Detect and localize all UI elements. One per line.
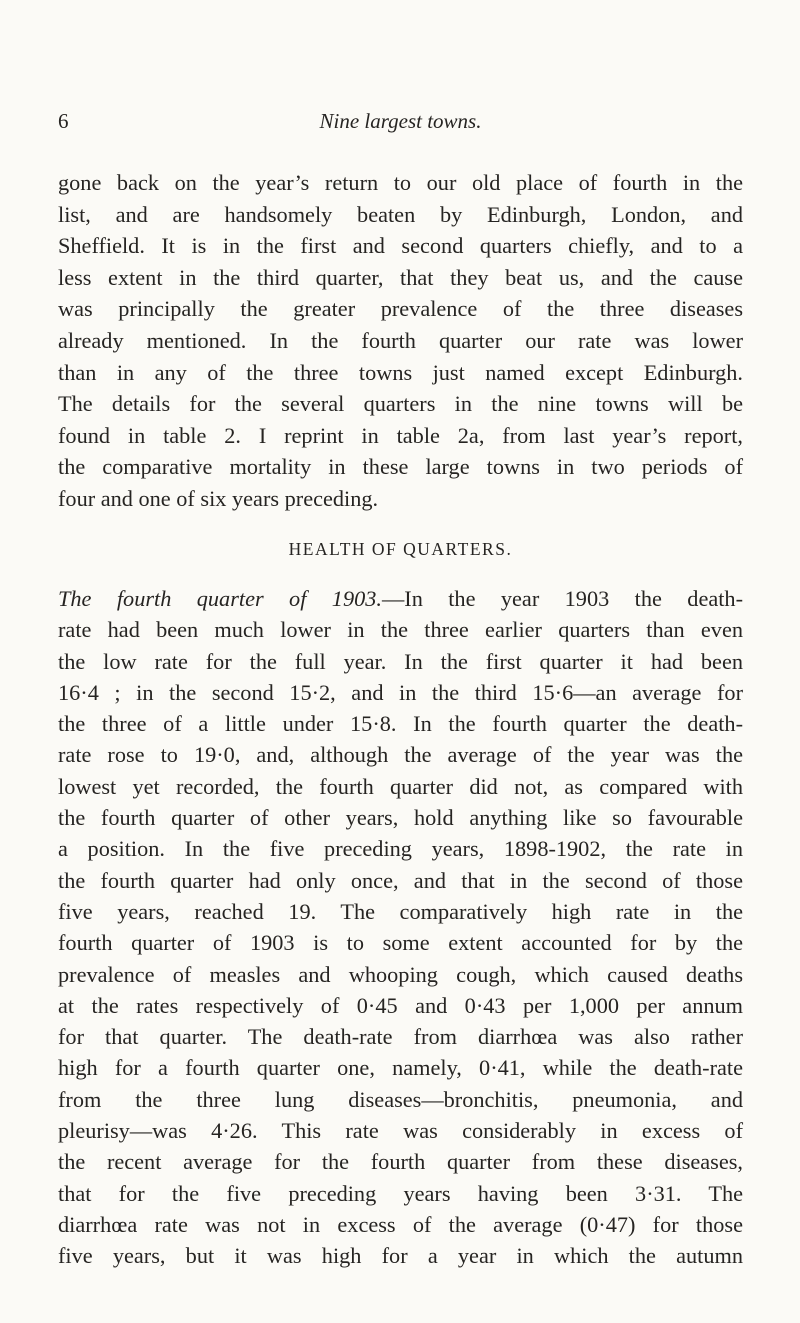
text-line: gone back on the year’s return to our old place of fourth in the	[58, 170, 743, 195]
paragraph-previous-section	[58, 167, 743, 515]
text-line: for that quarter. The death-rate from diarrhœa was also rather	[58, 1024, 743, 1050]
text-line: five years, but it was high for a year in which the autumn	[58, 1243, 743, 1269]
text-line: Sheffield. It is in the first and second quarters chiefly, and to a	[58, 233, 743, 259]
text-line: already mentioned. In the fourth quarter our rate was lower	[58, 327, 743, 353]
text-line: high for a fourth quarter one, namely, 0·41, while the death-rate	[58, 1055, 743, 1081]
text-line	[58, 583, 743, 614]
text-line: from the three lung diseases—bronchitis, pneumonia, and	[58, 1086, 743, 1112]
text-line: found in table 2. I reprint in table 2a, from last year’s report,	[58, 422, 743, 448]
text-line: the fourth quarter of other years, hold anything like so favourable	[58, 805, 743, 831]
text-line: rate rose to 19·0, and, although the average of the year was the	[58, 742, 743, 768]
text-line: four and one of six years preceding.	[58, 485, 379, 511]
text-line: the comparative mortality in these large towns in two periods of	[58, 454, 743, 480]
text-line: the three of a little under 15·8. In the fourth quarter the death-	[58, 711, 743, 737]
page-number: 6	[58, 109, 69, 133]
text-line: list, and are handsomely beaten by Edinburgh, London, and	[58, 201, 743, 227]
paragraph-health-of-quarters	[58, 583, 743, 1272]
first-line-rest: —In the year 1903 the death-	[381, 586, 743, 611]
text-line: less extent in the third quarter, that they beat us, and the cause	[58, 264, 743, 290]
text-line: lowest yet recorded, the fourth quarter did not, as compared with	[58, 773, 743, 799]
text-line: five years, reached 19. The comparatively high rate in the	[58, 898, 743, 924]
text-line: at the rates respectively of 0·45 and 0·43 per 1,000 per annum	[58, 992, 743, 1018]
text-line: prevalence of measles and whooping cough, which caused deaths	[58, 961, 743, 987]
text-line: 16·4 ; in the second 15·2, and in the third 15·6—an average for	[58, 679, 743, 705]
text-line: fourth quarter of 1903 is to some extent accounted for by the	[58, 930, 743, 956]
section-heading: HEALTH OF QUARTERS.	[288, 539, 513, 559]
text-line: the low rate for the full year. In the first quarter it had been	[58, 648, 743, 674]
text-line: was principally the greater prevalence of the three diseases	[58, 296, 743, 322]
text-line: pleurisy—was 4·26. This rate was considerably in excess of	[58, 1118, 743, 1144]
text-line: rate had been much lower in the three earlier quarters than even	[58, 617, 743, 643]
run-in-title: The fourth quarter of 1903.	[58, 586, 382, 611]
text-line: the recent average for the fourth quarter from these diseases,	[58, 1149, 743, 1175]
text-line: than in any of the three towns just named except Edinburgh.	[58, 359, 743, 385]
text-line: that for the five preceding years having been 3·31. The	[58, 1180, 743, 1206]
text-line: the fourth quarter had only once, and that in the second of those	[58, 867, 743, 893]
running-title: Nine largest towns.	[319, 109, 482, 133]
text-line: The details for the several quarters in the nine towns will be	[58, 391, 743, 417]
page-header	[58, 109, 743, 139]
text-line: diarrhœa rate was not in excess of the average (0·47) for those	[58, 1211, 743, 1237]
text-line: a position. In the five preceding years, 1898-1902, the rate in	[58, 836, 743, 862]
